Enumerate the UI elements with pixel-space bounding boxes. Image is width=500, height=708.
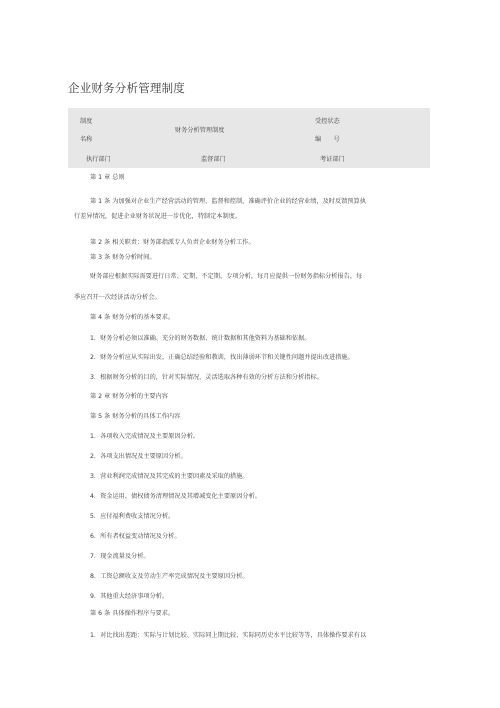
document-title: 企业财务分析管理制度 <box>68 81 185 95</box>
article-4: 第 4 条 财务分析的基本要求。 <box>90 314 175 321</box>
label-review-dept: 考证部门 <box>320 156 345 163</box>
article-5: 第 5 条 财务分析的具体工作内容 <box>90 413 181 420</box>
label-number: 编 号 <box>315 136 340 143</box>
article-1-line-1: 第 1 条 为加强对企业生产经营活动的管理、监督和控制，准确评价企业的经营业绩，及时反馈预算执 <box>90 198 366 205</box>
article-2: 第 2 条 相关职责：财务部指派专人负责企业财务分析工作。 <box>90 239 255 246</box>
label-name: 名称 <box>80 136 93 143</box>
chapter-2-heading: 第 2 章 财务分析的主要内容 <box>90 393 168 400</box>
label-system: 制度 <box>80 118 93 125</box>
article-5-item-4: 4．资金运用、债权债务清理情况及其增减变化主要原因分析。 <box>90 493 261 500</box>
article-4-item-2: 2．财务分析应从实际出发，正确总结经验和教训，找出薄弱环节和关键性问题并提出改进措施。 <box>90 354 354 361</box>
label-exec-dept: 执行部门 <box>86 156 111 163</box>
article-5-item-7: 7．现金流量及分析。 <box>90 553 150 560</box>
article-5-item-6: 6．所有者权益变动情况及分析。 <box>90 533 181 540</box>
article-5-item-5: 5．应付福利费收支情况分析。 <box>90 513 175 520</box>
article-3-line-2: 季应召开一次经济活动分析会。 <box>74 294 161 301</box>
article-6: 第 6 条 具体操作程序与要求。 <box>90 610 175 617</box>
article-3: 第 3 条 财务分析时间。 <box>90 254 156 261</box>
article-5-item-8: 8．工资总额收支及劳动生产率完成情况及主要原因分析。 <box>90 573 249 580</box>
article-5-item-1: 1．各项收入完成情况及主要原因分析。 <box>90 433 200 440</box>
article-4-item-3: 3．根据财务分析的目的，针对实际情况，灵活选取各种有效的分析方法和分析指标。 <box>90 374 323 381</box>
article-6-item-1: 1．对比找出差距：实际与计划比较、实际同上期比较、实际同历史水平比较等等，具体操作要求有以 <box>90 632 367 639</box>
label-supervise-dept: 监督部门 <box>201 156 226 163</box>
article-1-line-2: 行差异情况，促进企业财务状况进一步优化，特制定本制度。 <box>74 213 242 220</box>
article-5-item-2: 2．各项支出情况及主要原因分析。 <box>90 453 187 460</box>
article-3-line-1: 财务部应根据实际需要进行日常、定期、不定期、专项分析，每月应提供一份财务指标分析报告，每 <box>90 273 363 280</box>
article-5-item-9: 9．其他重大经济事项分析。 <box>90 593 169 600</box>
system-name: 财务分析管理制度 <box>175 127 225 134</box>
chapter-1-heading: 第 1 章 总则 <box>90 174 125 181</box>
document-header-table <box>68 108 430 168</box>
article-4-item-1: 1．财务分析必须以准确、充分的财务数据、统计数据和其他资料为基础和依据。 <box>90 335 311 342</box>
article-5-item-3: 3．营业利润完成情况及其完成的主要因素及采取的措施。 <box>90 473 249 480</box>
label-control-status: 受控状态 <box>315 118 340 125</box>
